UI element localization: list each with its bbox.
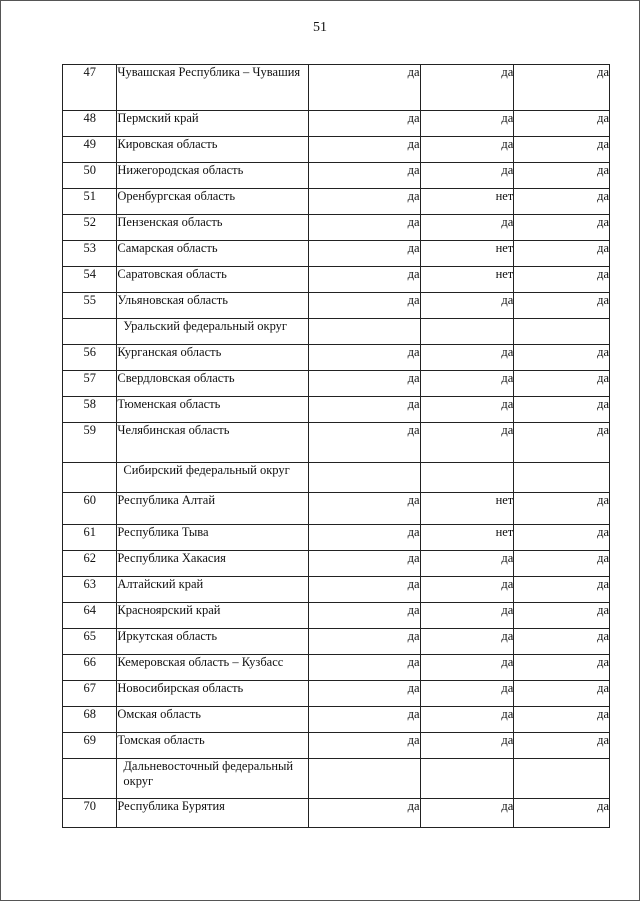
region-name: Свердловская область: [117, 371, 308, 397]
col2-value: да: [420, 397, 514, 423]
col1-value: да: [308, 137, 420, 163]
col3-value: да: [514, 397, 610, 423]
row-number: 70: [63, 799, 117, 828]
col2-value: да: [420, 163, 514, 189]
row-number: 64: [63, 603, 117, 629]
col2-value: да: [420, 423, 514, 463]
col2-value: нет: [420, 493, 514, 525]
table-row: [63, 551, 610, 577]
table-row: [63, 293, 610, 319]
region-name: Челябинская область: [117, 423, 308, 463]
col1-value: да: [308, 423, 420, 463]
col3-value: да: [514, 603, 610, 629]
col1-value: да: [308, 733, 420, 759]
region-name: Республика Бурятия: [117, 799, 308, 828]
row-number: 54: [63, 267, 117, 293]
section-row: [63, 463, 610, 493]
region-name: Сибирский федеральный округ: [117, 463, 308, 493]
row-number: 68: [63, 707, 117, 733]
col1-value: да: [308, 629, 420, 655]
table-row: [63, 799, 610, 828]
col1-value: да: [308, 577, 420, 603]
col3-value: да: [514, 241, 610, 267]
col1-value: да: [308, 215, 420, 241]
region-name: Алтайский край: [117, 577, 308, 603]
row-number: 50: [63, 163, 117, 189]
col1-value: да: [308, 65, 420, 111]
table-row: [63, 241, 610, 267]
table-row: [63, 137, 610, 163]
region-name: Самарская область: [117, 241, 308, 267]
row-number: 49: [63, 137, 117, 163]
col2-value: [420, 759, 514, 799]
row-number: 60: [63, 493, 117, 525]
col3-value: да: [514, 551, 610, 577]
row-number: 69: [63, 733, 117, 759]
section-row: [63, 319, 610, 345]
col3-value: да: [514, 111, 610, 137]
table-row: [63, 733, 610, 759]
col1-value: да: [308, 293, 420, 319]
region-name: Уральский федеральный округ: [117, 319, 308, 345]
row-number: [63, 759, 117, 799]
col1-value: да: [308, 111, 420, 137]
table-row: [63, 629, 610, 655]
col3-value: да: [514, 629, 610, 655]
row-number: [63, 463, 117, 493]
row-number: 65: [63, 629, 117, 655]
col3-value: да: [514, 681, 610, 707]
row-number: 58: [63, 397, 117, 423]
table-row: [63, 655, 610, 681]
table-row: [63, 577, 610, 603]
table-row: [63, 111, 610, 137]
table-row: [63, 267, 610, 293]
region-name: Кемеровская область – Кузбасс: [117, 655, 308, 681]
col3-value: [514, 463, 610, 493]
col1-value: [308, 759, 420, 799]
region-name: Томская область: [117, 733, 308, 759]
col1-value: да: [308, 241, 420, 267]
region-name: Республика Хакасия: [117, 551, 308, 577]
col1-value: да: [308, 397, 420, 423]
col3-value: да: [514, 655, 610, 681]
col1-value: да: [308, 707, 420, 733]
col2-value: да: [420, 111, 514, 137]
col2-value: нет: [420, 525, 514, 551]
regions-table: [62, 64, 610, 828]
col3-value: да: [514, 189, 610, 215]
region-name: Дальневосточный федеральный округ: [117, 759, 308, 799]
region-name: Чувашская Республика – Чувашия: [117, 65, 308, 111]
table-row: [63, 681, 610, 707]
col2-value: да: [420, 681, 514, 707]
col3-value: да: [514, 267, 610, 293]
region-name: Красноярский край: [117, 603, 308, 629]
col1-value: да: [308, 681, 420, 707]
col3-value: да: [514, 577, 610, 603]
col2-value: да: [420, 551, 514, 577]
col2-value: да: [420, 65, 514, 111]
region-name: Омская область: [117, 707, 308, 733]
col2-value: нет: [420, 241, 514, 267]
col1-value: да: [308, 551, 420, 577]
col3-value: да: [514, 733, 610, 759]
row-number: 67: [63, 681, 117, 707]
region-name: Кировская область: [117, 137, 308, 163]
col2-value: да: [420, 215, 514, 241]
col2-value: да: [420, 629, 514, 655]
row-number: 59: [63, 423, 117, 463]
region-name: Иркутская область: [117, 629, 308, 655]
col1-value: да: [308, 371, 420, 397]
col2-value: да: [420, 371, 514, 397]
region-name: Курганская область: [117, 345, 308, 371]
table-row: [63, 397, 610, 423]
col1-value: [308, 463, 420, 493]
col2-value: да: [420, 707, 514, 733]
region-name: Республика Алтай: [117, 493, 308, 525]
col3-value: да: [514, 345, 610, 371]
col2-value: да: [420, 603, 514, 629]
table-row: [63, 603, 610, 629]
col1-value: да: [308, 799, 420, 828]
col2-value: да: [420, 733, 514, 759]
table-row: [63, 423, 610, 463]
section-row: [63, 759, 610, 799]
col3-value: [514, 319, 610, 345]
region-name: Пензенская область: [117, 215, 308, 241]
col3-value: да: [514, 137, 610, 163]
table-row: [63, 707, 610, 733]
col2-value: да: [420, 655, 514, 681]
row-number: 52: [63, 215, 117, 241]
col2-value: да: [420, 345, 514, 371]
col1-value: да: [308, 345, 420, 371]
col3-value: да: [514, 493, 610, 525]
row-number: 61: [63, 525, 117, 551]
row-number: 62: [63, 551, 117, 577]
region-name: Новосибирская область: [117, 681, 308, 707]
table-row: [63, 215, 610, 241]
region-name: Оренбургская область: [117, 189, 308, 215]
table-row: [63, 163, 610, 189]
col1-value: да: [308, 655, 420, 681]
col2-value: да: [420, 577, 514, 603]
col3-value: [514, 759, 610, 799]
col2-value: [420, 319, 514, 345]
col3-value: да: [514, 215, 610, 241]
row-number: 51: [63, 189, 117, 215]
col2-value: да: [420, 799, 514, 828]
col3-value: да: [514, 525, 610, 551]
row-number: 55: [63, 293, 117, 319]
col1-value: да: [308, 189, 420, 215]
col1-value: да: [308, 267, 420, 293]
col2-value: нет: [420, 189, 514, 215]
row-number: 66: [63, 655, 117, 681]
col1-value: да: [308, 525, 420, 551]
row-number: 63: [63, 577, 117, 603]
col2-value: да: [420, 293, 514, 319]
region-name: Ульяновская область: [117, 293, 308, 319]
col1-value: да: [308, 163, 420, 189]
col1-value: [308, 319, 420, 345]
table-row: [63, 345, 610, 371]
col3-value: да: [514, 799, 610, 828]
table-row: [63, 525, 610, 551]
region-name: Нижегородская область: [117, 163, 308, 189]
col1-value: да: [308, 493, 420, 525]
col3-value: да: [514, 707, 610, 733]
table-row: [63, 65, 610, 111]
table-row: [63, 189, 610, 215]
region-name: Пермский край: [117, 111, 308, 137]
region-name: Республика Тыва: [117, 525, 308, 551]
region-name: Тюменская область: [117, 397, 308, 423]
row-number: 53: [63, 241, 117, 267]
table-row: [63, 493, 610, 525]
row-number: 57: [63, 371, 117, 397]
region-name: Саратовская область: [117, 267, 308, 293]
col3-value: да: [514, 293, 610, 319]
col3-value: да: [514, 423, 610, 463]
col2-value: нет: [420, 267, 514, 293]
table-row: [63, 371, 610, 397]
row-number: 47: [63, 65, 117, 111]
row-number: 56: [63, 345, 117, 371]
col2-value: [420, 463, 514, 493]
col3-value: да: [514, 163, 610, 189]
row-number: [63, 319, 117, 345]
col3-value: да: [514, 371, 610, 397]
col1-value: да: [308, 603, 420, 629]
col3-value: да: [514, 65, 610, 111]
row-number: 48: [63, 111, 117, 137]
col2-value: да: [420, 137, 514, 163]
page-number: 51: [313, 20, 327, 35]
